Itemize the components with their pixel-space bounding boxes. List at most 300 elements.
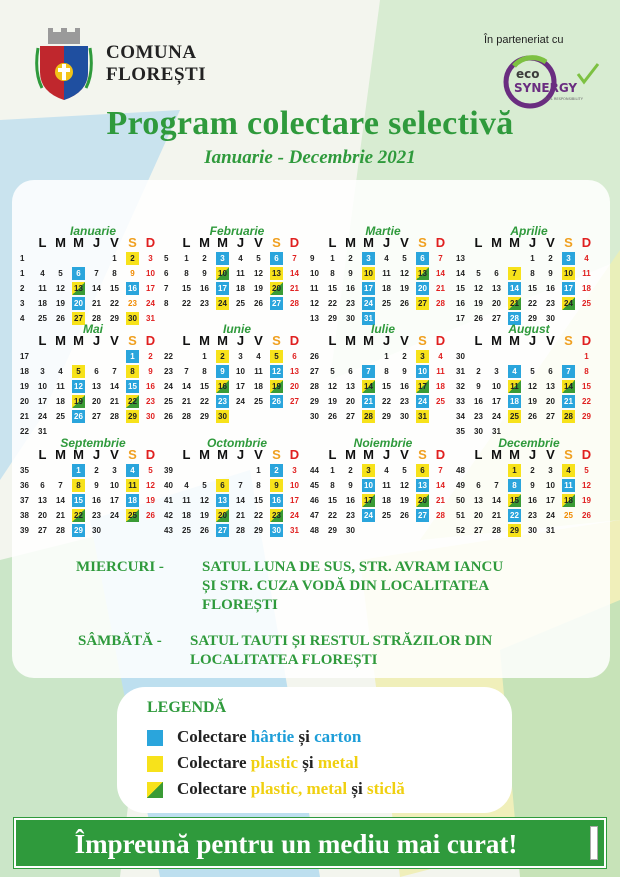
calendar-day: 14 [56,496,65,505]
calendar-day: 26 [400,299,409,308]
calendar-day: 22 [182,299,191,308]
calendar-day: 11 [56,382,65,391]
calendar-day: 19 [270,380,283,393]
weekday-header: L [182,333,191,348]
calendar-day: 9 [270,479,283,492]
calendar-day: 7 [94,269,99,278]
calendar-day: 20 [492,299,501,308]
coat-of-arms-icon [34,26,94,102]
calendar-day: 9 [348,269,353,278]
calendar-day: 1 [584,352,589,361]
calendar-day: 5 [402,466,407,475]
calendar-day: 20 [72,297,85,310]
calendar-day: 12 [146,481,155,490]
calendar-day: 30 [92,526,101,535]
calendar-day: 12 [474,284,483,293]
weekday-header: D [581,447,592,462]
calendar-day: 7 [58,481,63,490]
weekday-header: M [345,447,356,462]
calendar-day: 22 [126,395,139,408]
calendar-day: 19 [72,395,85,408]
calendar-day: 18 [508,395,521,408]
calendar-day: 26 [582,511,591,520]
calendar-day: 16 [474,397,483,406]
schedule-sat-sep: - [156,633,162,649]
calendar-day: 17 [362,282,375,295]
calendar-day: 30 [474,427,483,436]
legend [117,687,512,813]
calendar-day: 12 [254,269,263,278]
calendar-day: 12 [56,284,65,293]
week-number: 48 [456,466,465,475]
calendar-day: 12 [270,365,283,378]
calendar-day: 2 [148,352,153,361]
calendar-day: 9 [148,367,153,376]
weekday-header: D [435,235,446,250]
week-number: 9 [310,254,315,263]
weekday-header: M [363,447,374,462]
calendar-day: 24 [216,297,229,310]
calendar-day: 29 [200,412,209,421]
calendar-day: 10 [362,267,375,280]
weekday-header: L [38,235,47,250]
calendar-day: 26 [72,410,85,423]
calendar-day: 30 [216,410,229,423]
page-title: Program colectare selectivă [106,105,514,142]
calendar-day: 7 [112,367,117,376]
calendar-day: 8 [256,481,261,490]
weekday-header: L [474,235,483,250]
calendar-day: 11 [382,481,391,490]
weekday-header: J [92,447,101,462]
calendar-day: 31 [146,314,155,323]
calendar-day: 21 [182,397,191,406]
weekday-header: L [328,447,337,462]
calendar-day: 21 [92,299,101,308]
calendar-day: 29 [508,524,521,537]
week-number: 41 [164,496,173,505]
calendar-day: 11 [254,367,263,376]
calendar-day: 20 [346,397,355,406]
weekday-header: M [509,447,520,462]
calendar-day: 11 [436,367,445,376]
calendar-day: 17 [236,382,245,391]
logo-eco-text: eco [516,67,540,81]
calendar-day: 23 [216,395,229,408]
month-3 [456,224,602,334]
calendar-day: 10 [562,267,575,280]
calendar-day: 15 [382,382,391,391]
weekday-header: D [145,235,156,250]
week-number: 25 [164,397,173,406]
week-number: 22 [164,352,173,361]
calendar-day: 6 [348,367,353,376]
calendar-day: 22 [110,299,119,308]
calendar-day: 29 [72,524,85,537]
calendar-day: 11 [582,269,591,278]
weekday-header: L [38,447,47,462]
calendar-day: 14 [110,382,119,391]
calendar-day: 23 [146,397,155,406]
calendar-day: 5 [72,365,85,378]
weekday-header: J [236,447,245,462]
calendar-day: 24 [546,511,555,520]
weekday-header: S [272,333,281,348]
calendar-day: 4 [584,254,589,263]
calendar-day: 15 [328,496,337,505]
calendar-day: 10 [110,481,119,490]
calendar-day: 3 [494,367,499,376]
calendar-day: 17 [362,494,375,507]
calendar-day: 28 [436,511,445,520]
week-number: 44 [310,466,319,475]
calendar-day: 17 [216,282,229,295]
plastic-swatch [147,756,163,772]
calendar-day: 17 [110,496,119,505]
weekday-header: V [110,235,119,250]
week-number: 51 [456,511,465,520]
calendar-day: 13 [416,267,429,280]
calendar-day: 15 [528,284,537,293]
calendar-day: 27 [72,312,85,325]
calendar-day: 17 [416,380,429,393]
calendar-day: 11 [562,479,575,492]
calendar-day: 12 [328,382,337,391]
calendar-day: 4 [438,352,443,361]
weekday-header: M [509,235,520,250]
month-6 [310,322,456,432]
calendar-day: 16 [200,284,209,293]
calendar-day: 7 [438,254,443,263]
weekday-header: V [254,447,263,462]
calendar-day: 27 [92,412,101,421]
week-number: 5 [164,254,169,263]
calendar-day: 7 [362,365,375,378]
calendar-day: 12 [582,481,591,490]
calendar-day: 6 [270,252,283,265]
calendar-day: 17 [492,397,501,406]
schedule-wed-sep: - [158,559,164,575]
weekday-header: V [546,235,555,250]
calendar-day: 10 [290,481,299,490]
calendar-day: 26 [146,511,155,520]
calendar-day: 9 [216,365,229,378]
weekday-header: J [528,447,537,462]
calendar-day: 22 [328,299,337,308]
calendar-day: 2 [530,466,535,475]
week-number: 46 [310,496,319,505]
calendar-day: 5 [402,254,407,263]
week-number: 35 [20,466,29,475]
calendar-day: 29 [328,314,337,323]
municipality-line2: FLOREȘTI [106,64,207,85]
calendar-day: 26 [400,511,409,520]
calendar-day: 13 [92,382,101,391]
calendar-day: 25 [254,397,263,406]
calendar-day: 18 [182,511,191,520]
calendar-day: 26 [200,526,209,535]
week-number: 28 [310,382,319,391]
week-number: 13 [310,314,319,323]
calendar-day: 24 [362,509,375,522]
weekday-header: V [254,333,263,348]
weekday-header: S [128,447,137,462]
weekday-header: L [328,333,337,348]
calendar-day: 2 [348,466,353,475]
month-name: Mai [82,322,103,336]
legend-paper-b: hârtie [250,727,295,746]
calendar-day: 7 [292,254,297,263]
legend-plastic-b: plastic [250,753,299,772]
calendar-day: 7 [238,481,243,490]
weekday-header: M [217,235,228,250]
month-9 [164,436,310,546]
weekday-header: M [491,235,502,250]
weekday-header: L [182,235,191,250]
calendar-day: 16 [270,494,283,507]
weekday-header: J [382,235,391,250]
weekday-header: D [145,333,156,348]
weekday-header: M [199,333,210,348]
calendar-day: 8 [330,269,335,278]
legend-glass-c: și [347,779,367,798]
weekday-header: S [418,333,427,348]
legend-plastic-a: Colectare [177,753,251,772]
weekday-header: J [236,333,245,348]
calendar-day: 10 [416,365,429,378]
legend-paper-d: carton [314,727,362,746]
calendar-day: 21 [56,511,65,520]
schedule-wed-line1: SATUL LUNA DE SUS, STR. AVRAM IANCU [202,559,504,575]
week-number: 36 [20,481,29,490]
weekday-header: S [272,447,281,462]
week-number: 43 [164,526,173,535]
calendar-day: 8 [112,269,117,278]
weekday-header: S [418,235,427,250]
weekday-header: M [345,235,356,250]
paper-swatch [147,730,163,746]
calendar-day: 8 [508,479,521,492]
calendar-day: 10 [236,367,245,376]
week-number: 16 [456,299,465,308]
week-number: 42 [164,511,173,520]
schedule-wed-line2: ȘI STR. CUZA VODĂ DIN LOCALITATEA [202,578,490,594]
calendar-day: 9 [530,481,535,490]
calendar-day: 29 [110,314,119,323]
calendar-day: 3 [148,254,153,263]
calendar-day: 6 [548,367,553,376]
weekday-header: M [55,333,66,348]
calendar-day: 1 [530,254,535,263]
week-number: 1 [20,254,25,263]
calendar-day: 17 [290,496,299,505]
calendar-day: 17 [146,284,155,293]
week-number: 34 [456,412,465,421]
calendar-day: 10 [216,267,229,280]
calendar-day: 2 [94,466,99,475]
calendar-day: 13 [270,267,283,280]
calendar-day: 28 [562,410,575,423]
month-7 [456,322,602,436]
weekday-header: M [491,447,502,462]
calendar-day: 30 [146,412,155,421]
calendar-day: 18 [236,284,245,293]
calendar-day: 30 [546,314,555,323]
calendar-day: 15 [328,284,337,293]
calendar-day: 15 [182,284,191,293]
calendar-day: 4 [256,352,261,361]
calendar-day: 3 [548,466,553,475]
calendar-day: 10 [38,382,47,391]
calendar-day: 21 [290,284,299,293]
calendar-day: 26 [270,395,283,408]
week-number: 35 [456,427,465,436]
calendar-day: 10 [146,269,155,278]
calendar-day: 28 [182,412,191,421]
calendar-day: 20 [290,382,299,391]
calendar-day: 18 [56,397,65,406]
weekday-header: D [435,447,446,462]
weekday-header: J [382,333,391,348]
calendar-day: 12 [200,496,209,505]
calendar-day: 13 [492,284,501,293]
weekday-header: S [564,447,573,462]
calendar-day: 29 [254,526,263,535]
weekday-header: M [73,447,84,462]
legend-plastic-c: și [298,753,318,772]
calendar-day: 18 [582,284,591,293]
calendar-day: 20 [474,511,483,520]
calendar-day: 18 [38,299,47,308]
calendar-day: 27 [492,314,501,323]
calendar-day: 17 [562,282,575,295]
calendar-day: 4 [384,254,389,263]
week-number: 26 [310,352,319,361]
month-name: Noiembrie [353,436,413,450]
weekday-header: D [289,333,300,348]
calendar-day: 7 [562,365,575,378]
calendar-day: 25 [382,299,391,308]
calendar-day: 3 [292,466,297,475]
calendar-day: 13 [216,494,229,507]
week-number: 7 [164,284,169,293]
calendar-day: 9 [402,367,407,376]
month-name: Ianuarie [69,224,117,238]
week-number: 24 [164,382,173,391]
calendar-day: 12 [400,269,409,278]
calendar-day: 20 [416,282,429,295]
weekday-header: J [382,447,391,462]
calendar-day: 16 [546,284,555,293]
calendar-day: 4 [508,365,521,378]
calendar-day: 24 [290,511,299,520]
calendar-day: 23 [474,412,483,421]
calendar-day: 13 [290,367,299,376]
calendar-day: 16 [400,382,409,391]
weekday-header: M [217,447,228,462]
week-number: 49 [456,481,465,490]
calendar-day: 8 [202,367,207,376]
page-subtitle: Ianuarie - Decembrie 2021 [204,147,416,168]
calendar-day: 5 [270,350,283,363]
calendar-day: 18 [126,494,139,507]
calendar-day: 28 [110,412,119,421]
schedule-sat-day: SÂMBĂTĂ [78,633,154,649]
schedule-sat-line1: SATUL TAUTI ȘI RESTUL STRĂZILOR DIN [190,633,493,649]
calendar-day: 21 [492,511,501,520]
calendar-day: 30 [528,526,537,535]
calendar-day: 22 [508,509,521,522]
calendar-day: 1 [330,254,335,263]
week-number: 45 [310,481,319,490]
week-number: 4 [20,314,25,323]
calendar-day: 31 [492,427,501,436]
week-number: 10 [310,269,319,278]
calendar-day: 12 [400,481,409,490]
calendar-day: 22 [382,397,391,406]
calendar-day: 2 [270,464,283,477]
calendar-day: 30 [400,412,409,421]
calendar-day: 31 [546,526,555,535]
calendar-day: 24 [362,297,375,310]
calendar-day: 10 [362,479,375,492]
calendar-day: 3 [362,252,375,265]
calendar-day: 16 [346,496,355,505]
calendar-day: 8 [584,367,589,376]
calendar-day: 3 [216,252,229,265]
week-number: 1 [20,269,25,278]
calendar-day: 10 [492,382,501,391]
calendar-day: 6 [72,267,85,280]
week-number: 31 [456,367,465,376]
calendar-day: 11 [126,479,139,492]
week-number: 47 [310,511,319,520]
schedule-saturday [78,632,162,651]
calendar-day: 21 [562,395,575,408]
calendar-day: 30 [346,526,355,535]
calendar-day: 18 [382,284,391,293]
calendar-day: 8 [330,481,335,490]
calendar-day: 11 [382,269,391,278]
calendar-day: 14 [362,380,375,393]
calendar-day: 16 [126,282,139,295]
month-5 [164,322,310,432]
calendar-day: 6 [292,352,297,361]
calendar-day: 23 [270,509,283,522]
calendar-day: 4 [238,254,243,263]
month-4 [20,322,166,436]
week-number: 26 [164,412,173,421]
calendar-day: 7 [438,466,443,475]
calendar-day: 31 [416,410,429,423]
calendar-day: 2 [126,252,139,265]
calendar-day: 1 [184,254,189,263]
calendar-day: 26 [254,299,263,308]
month-0 [20,224,166,334]
calendar-day: 2 [202,254,207,263]
calendar-day: 27 [416,297,429,310]
weekday-header: V [400,447,409,462]
calendar-day: 28 [56,526,65,535]
weekday-header: V [254,235,263,250]
calendar-day: 25 [126,509,139,522]
calendar-day: 21 [508,297,521,310]
week-number: 37 [20,496,29,505]
calendar-day: 5 [584,466,589,475]
month-name: Septembrie [60,436,126,450]
weekday-header: J [528,235,537,250]
calendar-day: 5 [202,481,207,490]
